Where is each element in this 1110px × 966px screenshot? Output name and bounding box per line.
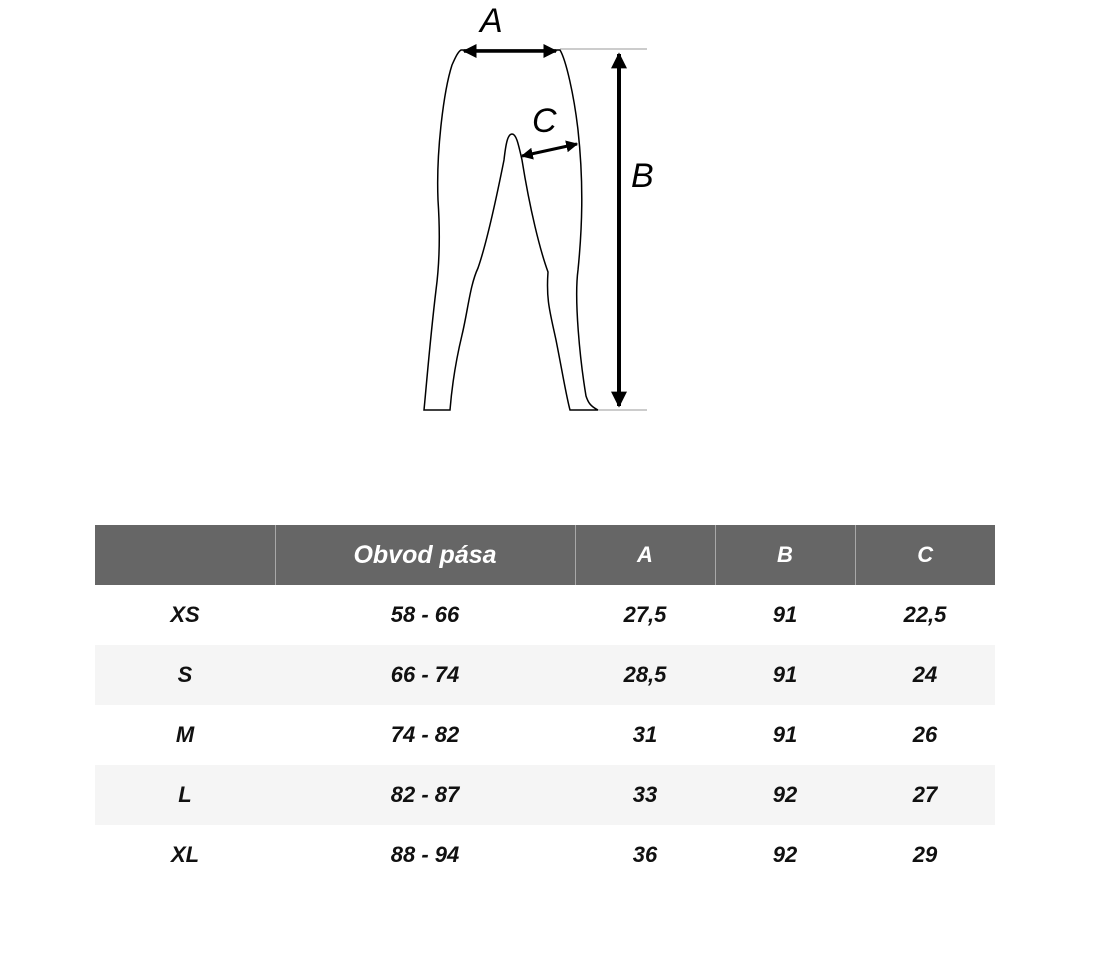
cell-c: 27	[855, 765, 995, 825]
cell-size: M	[175, 722, 195, 747]
cell-b: 92	[772, 842, 798, 867]
measure-a-label: A	[480, 2, 503, 40]
cell-waist: 66 - 74	[275, 645, 575, 705]
measure-c-arrow	[522, 144, 577, 156]
header-b: B	[715, 525, 855, 585]
cell-c: 22,5	[903, 602, 947, 627]
cell-c: 26	[912, 722, 938, 747]
cell-waist: 58 - 66	[390, 602, 460, 627]
table-row	[95, 645, 995, 705]
table-row	[95, 585, 995, 645]
header-waist: Obvod pása	[275, 525, 575, 585]
cell-waist: 82 - 87	[275, 765, 575, 825]
cell-c: 24	[855, 645, 995, 705]
cell-a: 27,5	[623, 602, 667, 627]
size-chart-table	[95, 525, 995, 885]
table-row	[95, 765, 995, 825]
cell-b: 91	[715, 645, 855, 705]
table-header-row	[95, 525, 995, 585]
cell-size: XS	[170, 602, 200, 627]
cell-waist: 88 - 94	[390, 842, 460, 867]
header-a: A	[575, 525, 715, 585]
cell-b: 91	[772, 602, 798, 627]
table-row	[95, 705, 995, 765]
leggings-measurement-diagram	[0, 0, 1110, 430]
measure-b-label: B	[631, 157, 654, 195]
cell-size: XL	[170, 842, 200, 867]
cell-a: 31	[632, 722, 658, 747]
cell-b: 91	[772, 722, 798, 747]
cell-c: 29	[912, 842, 938, 867]
cell-b: 92	[715, 765, 855, 825]
leggings-outline	[424, 50, 598, 410]
table-row	[95, 825, 995, 885]
header-c: C	[855, 525, 995, 585]
cell-a: 36	[632, 842, 658, 867]
cell-waist: 74 - 82	[390, 722, 460, 747]
header-size	[95, 525, 275, 585]
cell-size: S	[95, 645, 275, 705]
cell-a: 33	[575, 765, 715, 825]
measure-c-label: C	[532, 102, 557, 140]
cell-size: L	[95, 765, 275, 825]
cell-a: 28,5	[575, 645, 715, 705]
